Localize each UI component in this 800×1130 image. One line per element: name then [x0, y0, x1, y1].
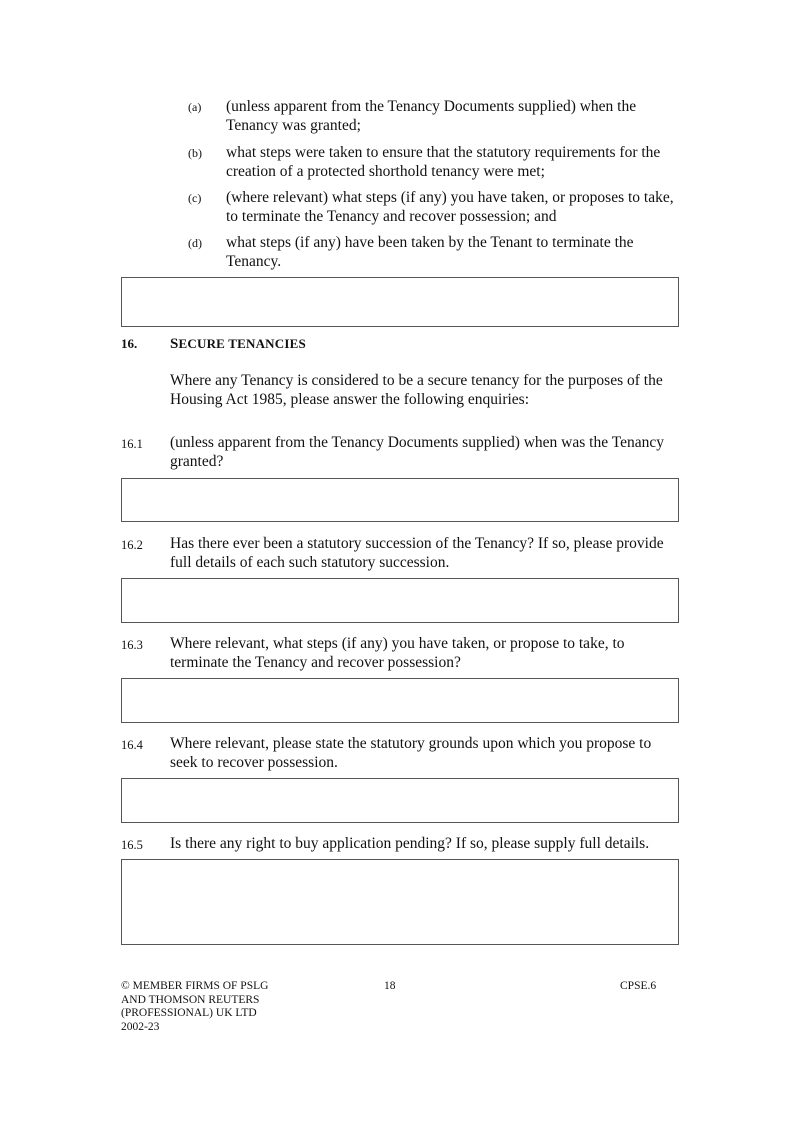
question-number: 16.3	[121, 638, 143, 652]
question-text: Where relevant, what steps (if any) you have taken, or propose to take, to terminate the Tenancy and recover possession?	[170, 635, 625, 671]
question-text: Where relevant, please state the statutory grounds upon which you propose to seek to recover possession.	[170, 735, 652, 771]
form-code: CPSE.6	[620, 980, 657, 992]
footer-copyright-line: AND THOMSON REUTERS	[121, 993, 260, 1006]
sub-item-text: (where relevant) what steps (if any) you have taken, or proposes to take, to terminate the Tenancy and recover possession; and	[226, 189, 674, 225]
answer-box-16-5[interactable]	[121, 859, 679, 945]
page-number: 18	[384, 980, 396, 992]
answer-box-16-2[interactable]	[121, 578, 679, 623]
sub-item-text: what steps were taken to ensure that the statutory requirements for the creation of a protected shorthold tenancy were met;	[226, 144, 661, 180]
footer-copyright-line: © MEMBER FIRMS OF PSLG	[121, 980, 269, 992]
footer-copyright-line: (PROFESSIONAL) UK LTD	[121, 1007, 257, 1019]
sub-item-marker: (d)	[188, 236, 202, 250]
sub-item-marker: (c)	[188, 191, 202, 205]
answer-box-16-3[interactable]	[121, 678, 679, 723]
answer-box-16-4[interactable]	[121, 778, 679, 823]
section-number: 16.	[121, 336, 138, 351]
footer-copyright-line: 2002-23	[121, 1020, 160, 1033]
question-number: 16.1	[121, 437, 143, 451]
section-title-initial: S	[170, 336, 179, 352]
answer-box-16-1[interactable]	[121, 478, 679, 522]
sub-item-marker: (b)	[188, 146, 202, 160]
question-text: (unless apparent from the Tenancy Documents supplied) when was the Tenancy granted?	[170, 434, 664, 470]
footer-copyright	[121, 980, 301, 1034]
section-title	[170, 336, 306, 353]
question-number: 16.5	[121, 838, 143, 852]
question-number: 16.4	[121, 738, 143, 752]
answer-box-15[interactable]	[121, 277, 679, 327]
sub-item-text: what steps (if any) have been taken by the Tenant to terminate the Tenancy.	[226, 234, 634, 270]
sub-item-text: (unless apparent from the Tenancy Documents supplied) when the Tenancy was granted;	[226, 98, 637, 134]
question-number: 16.2	[121, 538, 143, 552]
question-text: Has there ever been a statutory succession of the Tenancy? If so, please provide full details of each such statutory succession.	[170, 535, 664, 571]
sub-item-marker: (a)	[188, 100, 202, 114]
section-intro: Where any Tenancy is considered to be a secure tenancy for the purposes of the Housing Act 1985, please answer the following enquiries:	[170, 372, 663, 408]
question-text: Is there any right to buy application pending? If so, please supply full details.	[170, 835, 650, 852]
section-title-rest: ECURE TENANCIES	[178, 336, 306, 351]
